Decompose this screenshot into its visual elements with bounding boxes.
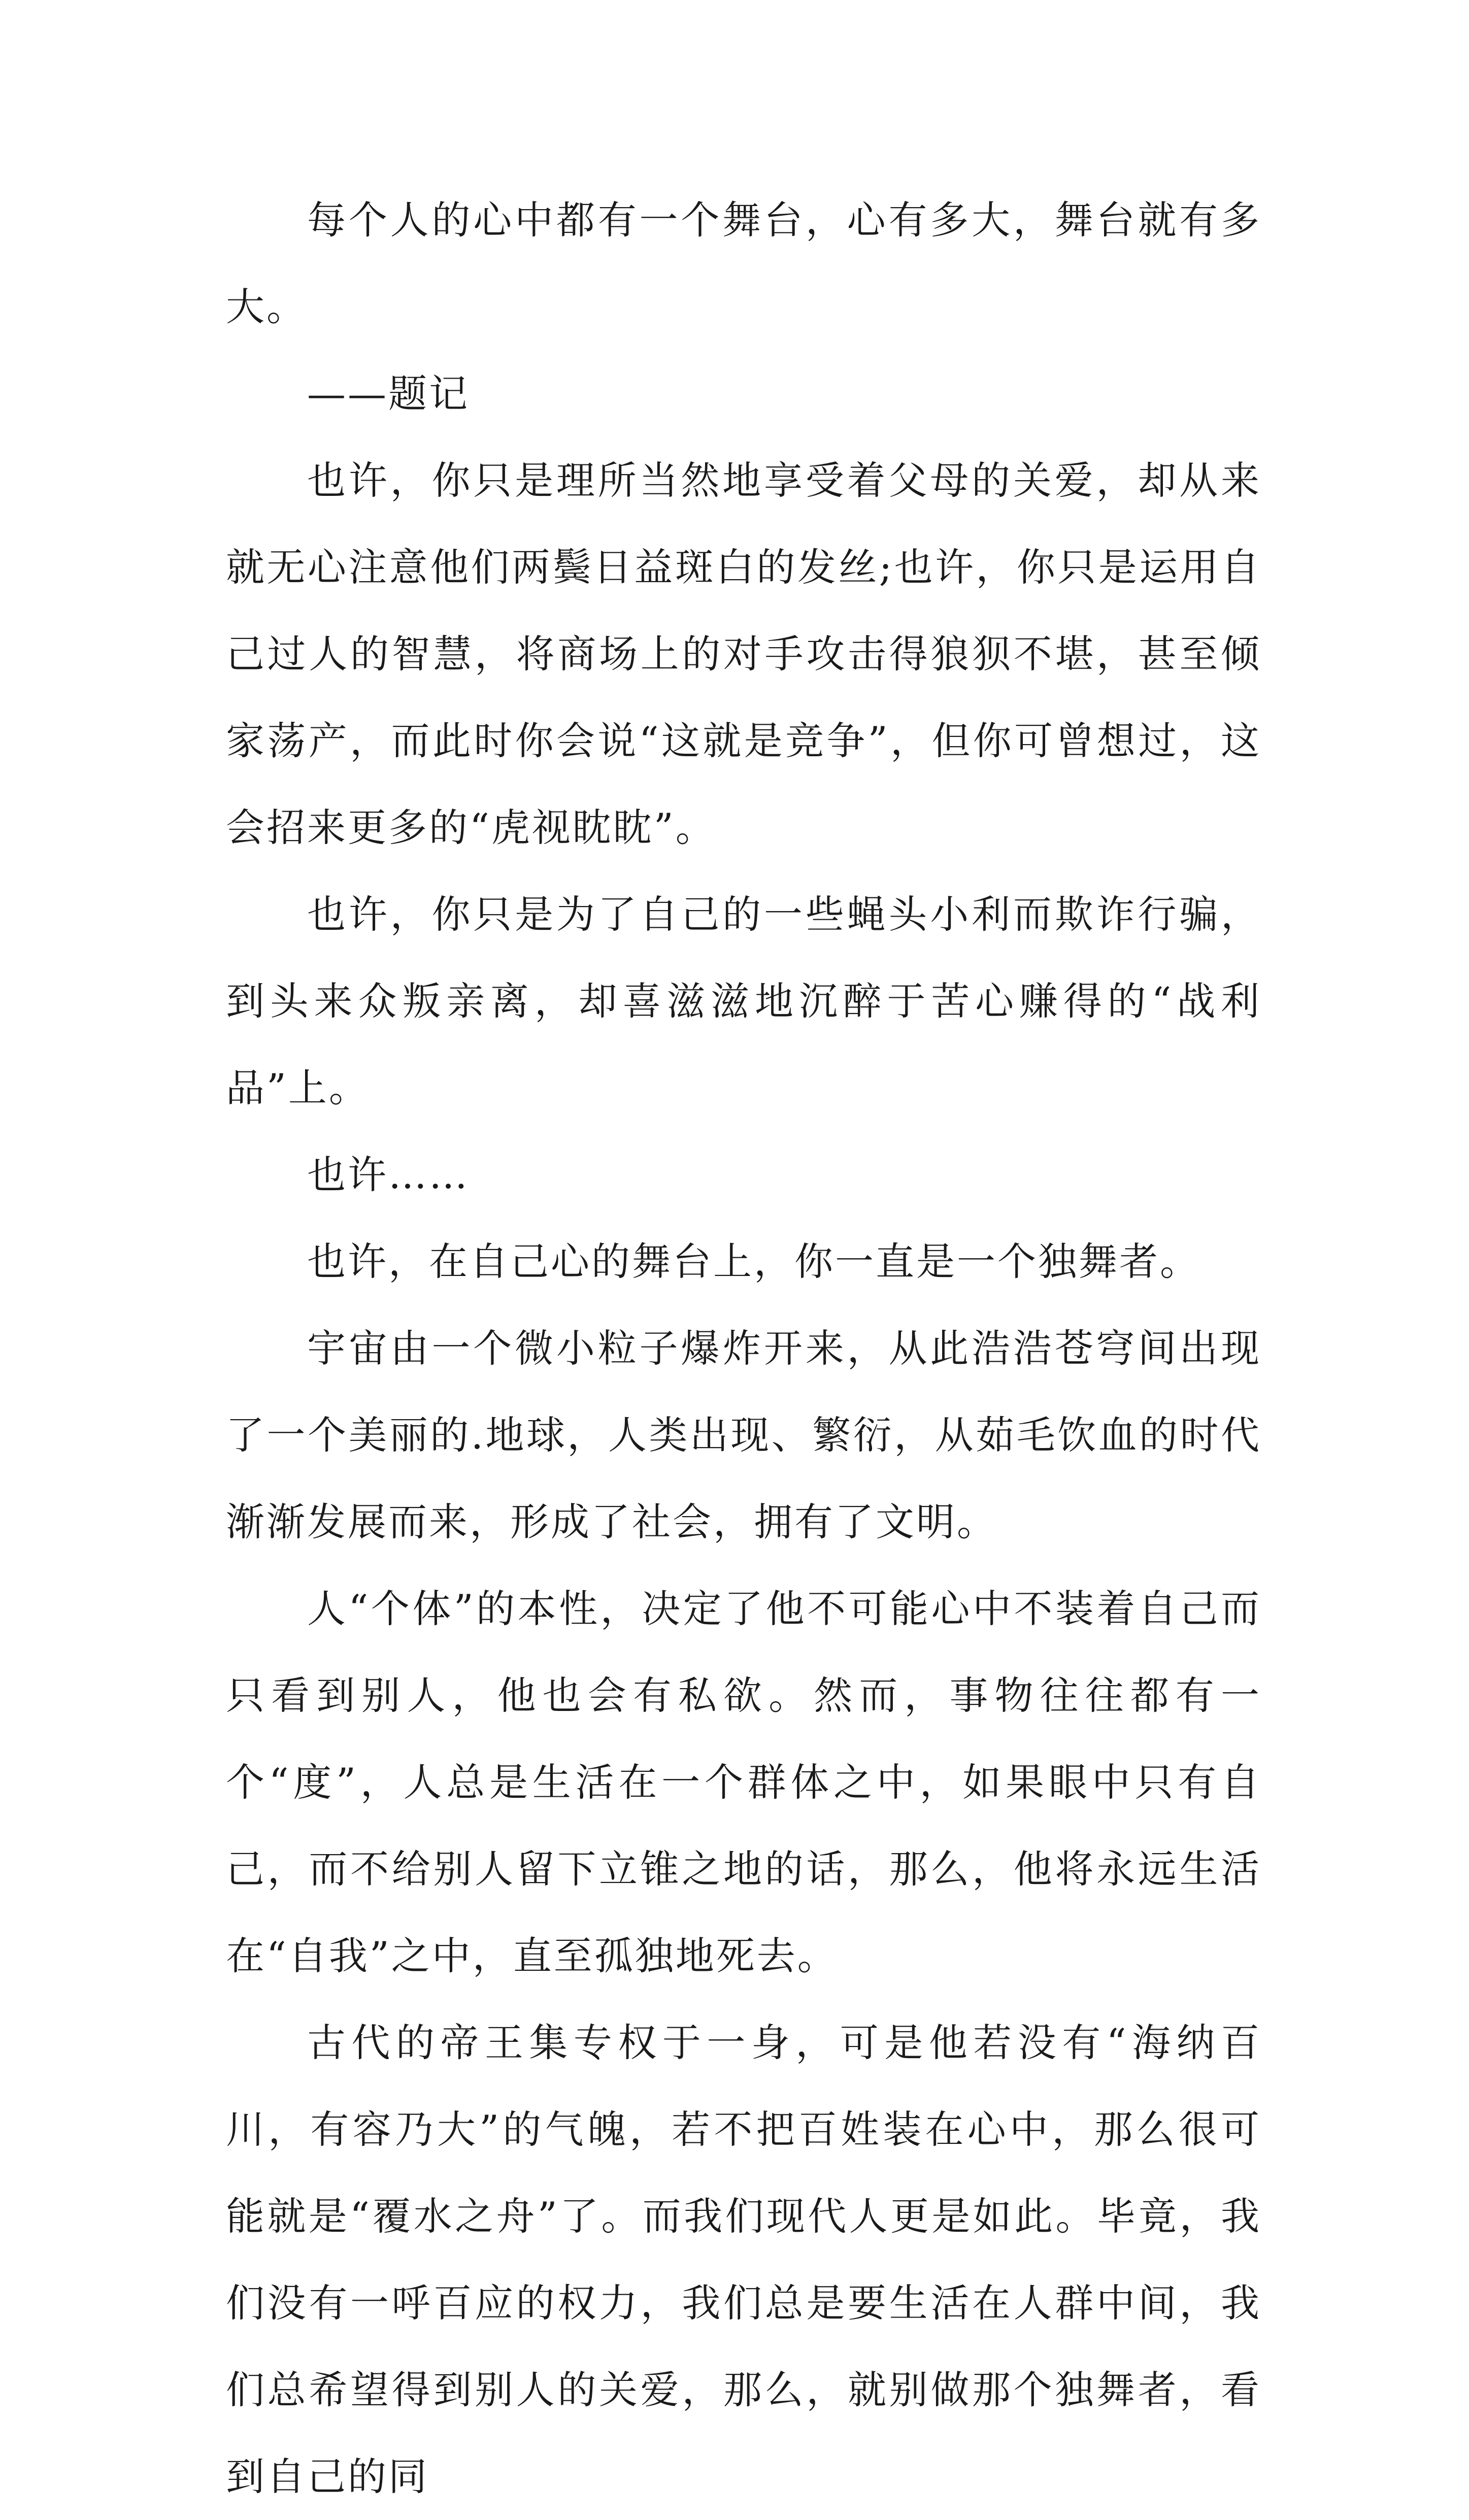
paragraph: 也许，你只是为了自己的一些蝇头小利而欺诈行骗，到头来众叛亲离，却喜滋滋地沉醉于苦心赚得的“战利品”上。 bbox=[226, 892, 1261, 1111]
paragraph: 也许，在自己心的舞台上，你一直是一个独舞者。 bbox=[307, 1239, 1200, 1284]
paragraph: 宇宙由一个微小粒子爆炸开来，从此浩浩苍穹间出现了一个美丽的.地球，人类出现、繁衍，从茹毛饮血的时代渐渐发展而来，形成了社会，拥有了文明。 bbox=[226, 1326, 1261, 1544]
paragraph: 古代的帝王集专权于一身，可是他若没有“海纳百川，有容乃大”的气魄，若不把百姓装在心中，那么很可能就是“覆水之舟”了。而我们现代人更是如此。毕竟，我们没有一呼百应的权力，我们总是要生活在人群中间，我们总希望得到别人的关爱，那么，就别做那个独舞者，看到自己的同 bbox=[226, 2020, 1261, 2499]
paragraph: 也许，你只是理所当然地享受着父母的关爱，却从来就无心注意他们两鬓日益斑白的发丝;也许，你只是运用自己过人的智慧，将商场上的对手攻击得狼狈不堪，甚至倾家荡产，而此时你会说“这就是竞争”，但你可曾想过，这会招来更多的“虎视眈眈”。 bbox=[226, 458, 1261, 850]
paragraph: 也许…… bbox=[307, 1152, 470, 1197]
paragraph: 人“个体”的本性，决定了他不可能心中不装着自己而只看到别人，他也会有私欲。然而，事物往往都有一个“度”，人总是生活在一个群体之中，如果眼中只有自己，而不给别人留下立锥之地的话，那么，他将永远生活在“自我”之中，直至孤独地死去。 bbox=[226, 1586, 1261, 1978]
epigraph-attribution: ——题记 bbox=[307, 371, 470, 416]
epigraph: 每个人的心中都有一个舞台，心有多大，舞台就有多大。 bbox=[226, 197, 1261, 329]
essay-body bbox=[226, 177, 1261, 2520]
